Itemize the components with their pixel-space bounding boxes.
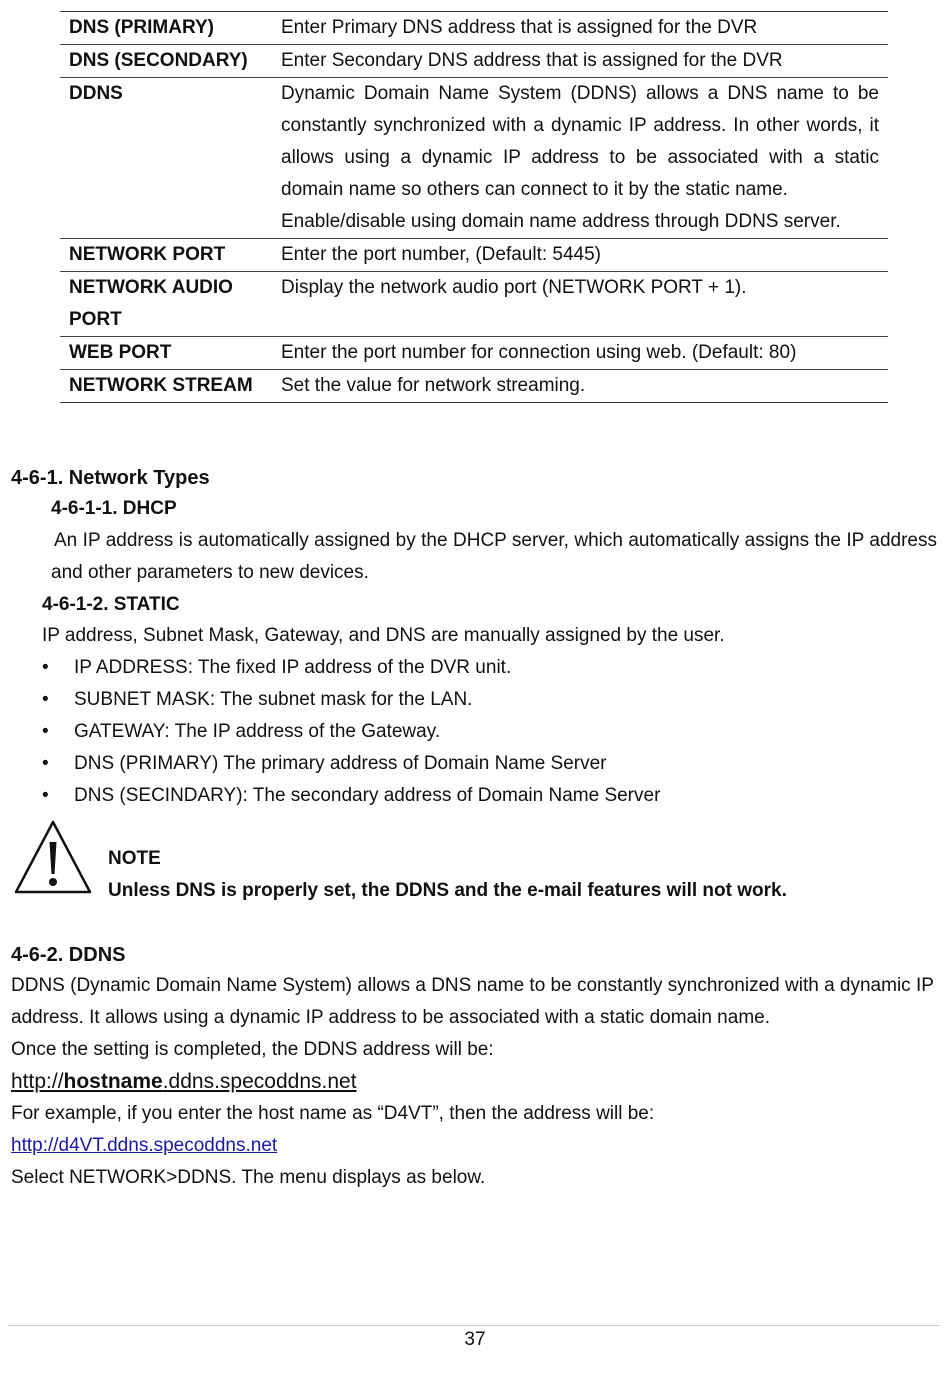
list-item-text: GATEWAY: The IP address of the Gateway.: [74, 721, 441, 742]
table-row: [60, 78, 888, 239]
table-row: [60, 239, 888, 272]
table-row: [60, 370, 888, 403]
description-line: Display the network audio port (NETWORK PORT + 1).: [281, 277, 747, 298]
parameter-name: DDNS: [60, 78, 275, 239]
parameter-description: [275, 337, 888, 370]
static-fields-list: [42, 652, 660, 812]
list-item: [42, 652, 660, 684]
dhcp-description: An IP address is automatically assigned by the DHCP server, which automatically assigns the IP address and other parameters to new devices.: [51, 530, 937, 583]
description-line: Enter Primary DNS address that is assigned for the DVR: [281, 17, 758, 38]
parameter-description: [275, 12, 888, 45]
list-item-text: IP ADDRESS: The fixed IP address of the DVR unit.: [74, 657, 512, 678]
page-number: 37: [464, 1329, 486, 1350]
list-item: [42, 716, 660, 748]
ddns-description: DDNS (Dynamic Domain Name System) allows a DNS name to be constantly synchronized with a dynamic IP address. It allows using a dynamic IP address to be associated with a static domain name.: [11, 975, 934, 1028]
network-settings-table: [60, 11, 888, 403]
ddns-menu-instruction: Select NETWORK>DDNS. The menu displays as below.: [11, 1167, 486, 1188]
parameter-name: NETWORK STREAM: [69, 375, 253, 396]
ddns-url-pattern: [11, 1066, 357, 1098]
list-item-text: SUBNET MASK: The subnet mask for the LAN.: [74, 689, 473, 710]
table-row: [60, 12, 888, 45]
table-row: [60, 337, 888, 370]
list-item-text: DNS (PRIMARY) The primary address of Domain Name Server: [74, 753, 607, 774]
warning-triangle-icon: [12, 818, 94, 898]
parameter-description: [275, 272, 888, 337]
parameter-name: NETWORK AUDIO PORT: [60, 272, 275, 337]
list-item-text: DNS (SECINDARY): The secondary address of Domain Name Server: [74, 785, 661, 806]
parameter-description: [275, 78, 888, 239]
description-line: Enable/disable using domain name address through DDNS server.: [281, 211, 841, 232]
note-text: Unless DNS is properly set, the DDNS and the e-mail features will not work.: [108, 880, 787, 901]
description-line: Enter the port number, (Default: 5445): [281, 244, 602, 265]
static-description: IP address, Subnet Mask, Gateway, and DNS are manually assigned by the user.: [42, 625, 725, 646]
description-line: Enter the port number for connection using web. (Default: 80): [281, 342, 797, 363]
parameter-description: [275, 239, 888, 272]
bullet-icon: •: [42, 785, 49, 806]
ddns-example-link[interactable]: http://d4VT.ddns.specoddns.net: [11, 1135, 278, 1156]
parameter-name: NETWORK PORT: [60, 239, 275, 272]
bullet-icon: •: [42, 657, 49, 678]
parameter-name: DNS (SECONDARY): [60, 45, 275, 78]
url-prefix: http://: [11, 1070, 64, 1093]
section-title-network-types: 4-6-1. Network Types: [11, 467, 210, 489]
parameter-name: DNS (PRIMARY): [60, 12, 275, 45]
bullet-icon: •: [42, 753, 49, 774]
list-item: [42, 748, 660, 780]
note-title: NOTE: [108, 848, 161, 869]
parameter-name: WEB PORT: [60, 337, 275, 370]
subsection-title-static: 4-6-1-2. STATIC: [42, 594, 180, 615]
parameter-description: [275, 370, 888, 403]
url-suffix: .ddns.specoddns.net: [162, 1070, 357, 1093]
list-item: [42, 684, 660, 716]
description-line: Enter Secondary DNS address that is assigned for the DVR: [281, 50, 783, 71]
parameter-description: [275, 45, 888, 78]
url-host: hostname: [63, 1070, 163, 1093]
bullet-icon: •: [42, 689, 49, 710]
description-line: Dynamic Domain Name System (DDNS) allows a DNS name to be constantly synchronized with a dynamic IP address. In other words, it allows using a dynamic IP address to be associated with a static domain name so others can connect to it by the static name.: [281, 83, 879, 200]
list-item: [42, 780, 660, 812]
ddns-example-text: For example, if you enter the host name as “D4VT”, then the address will be:: [11, 1103, 655, 1124]
section-title-ddns: 4-6-2. DDNS: [11, 944, 126, 966]
subsection-title-dhcp: 4-6-1-1. DHCP: [51, 498, 177, 519]
bullet-icon: •: [42, 721, 49, 742]
table-row: [60, 272, 888, 337]
ddns-setting-text: Once the setting is completed, the DDNS address will be:: [11, 1039, 494, 1060]
description-line: Set the value for network streaming.: [281, 375, 586, 396]
table-row: [60, 45, 888, 78]
